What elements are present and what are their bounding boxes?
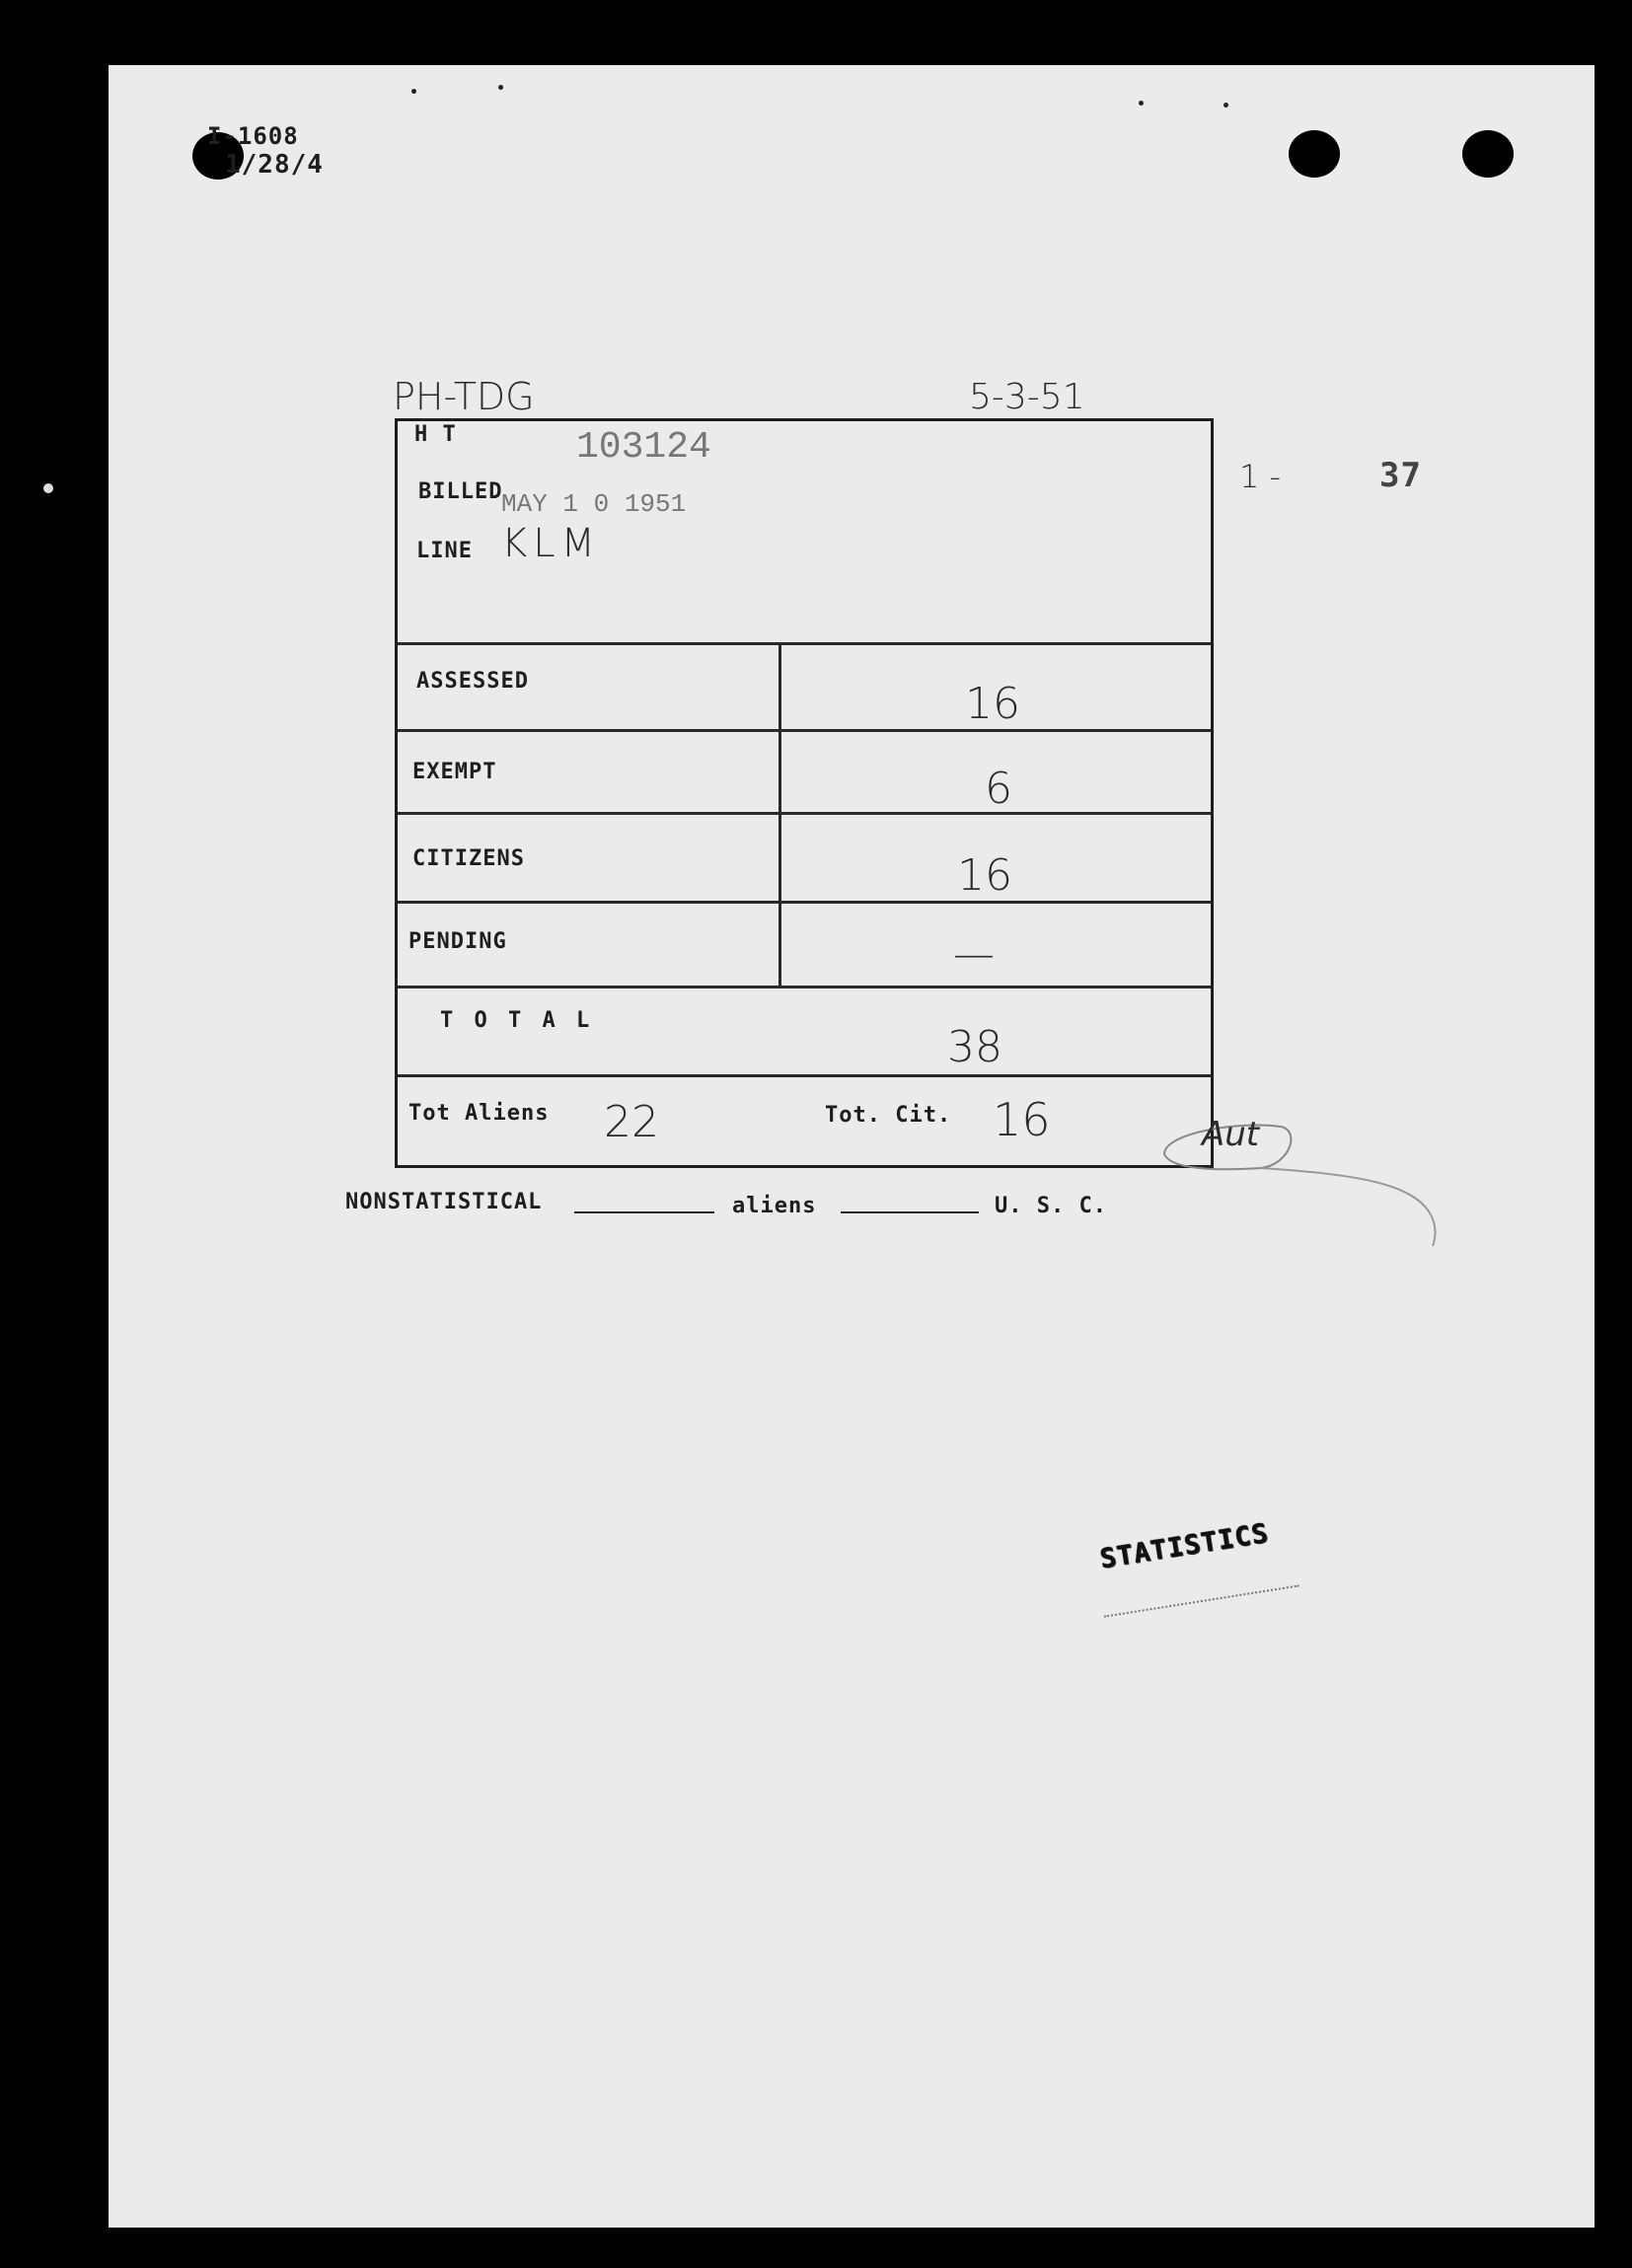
tot-cit-value: 16 <box>993 1093 1051 1146</box>
divider <box>398 901 1211 904</box>
total-value: 38 <box>947 1022 1002 1072</box>
row-value-exempt: 6 <box>985 764 1012 814</box>
speck <box>498 85 503 90</box>
speck <box>43 483 53 493</box>
corner-note-line2: 1/28/4 <box>225 150 324 180</box>
nonstatistical-blank <box>574 1211 714 1213</box>
usc-label: U. S. C. <box>995 1194 1107 1218</box>
punch-hole-right-1 <box>1289 130 1340 178</box>
divider <box>398 986 1211 988</box>
tot-aliens-label: Tot Aliens <box>408 1101 550 1126</box>
nonstatistical-label: NONSTATISTICAL <box>345 1190 543 1214</box>
speck <box>1139 101 1144 106</box>
ht-label: H T <box>414 422 457 447</box>
statistics-stamp: STATISTICS <box>1097 1517 1271 1575</box>
right-mark: 1 - <box>1239 458 1282 495</box>
speck <box>1224 103 1228 108</box>
line-value: KLM <box>501 521 602 566</box>
right-number: 37 <box>1379 456 1422 495</box>
line-label: LINE <box>416 539 473 563</box>
divider <box>398 642 1211 645</box>
row-value-citizens: 16 <box>957 850 1012 901</box>
row-label-assessed: ASSESSED <box>416 669 529 694</box>
tot-aliens-value: 22 <box>604 1097 659 1147</box>
corner-note-line1: I-1608 <box>207 122 299 150</box>
ht-number: 103124 <box>576 426 711 469</box>
row-label-exempt: EXEMPT <box>412 760 497 784</box>
header-date: 5-3-51 <box>969 377 1085 417</box>
billed-date-stamp: MAY 1 0 1951 <box>501 489 687 519</box>
initials: Aut <box>1202 1115 1260 1154</box>
left-code: PH-TDG <box>393 375 535 418</box>
row-value-assessed: 16 <box>965 679 1020 729</box>
initials-loop <box>1152 1113 1448 1251</box>
punch-hole-right-2 <box>1462 130 1514 178</box>
divider <box>398 1074 1211 1077</box>
aliens-blank <box>841 1211 979 1213</box>
divider <box>398 812 1211 815</box>
row-label-pending: PENDING <box>408 929 507 954</box>
total-label: T O T A L <box>440 1008 594 1033</box>
aliens-label: aliens <box>732 1194 817 1218</box>
column-divider <box>779 642 781 988</box>
speck <box>411 89 416 94</box>
billed-label: BILLED <box>418 479 503 504</box>
tot-cit-label: Tot. Cit. <box>825 1103 952 1128</box>
row-value-pending: — <box>953 929 995 978</box>
divider <box>398 729 1211 732</box>
row-label-citizens: CITIZENS <box>412 846 525 871</box>
